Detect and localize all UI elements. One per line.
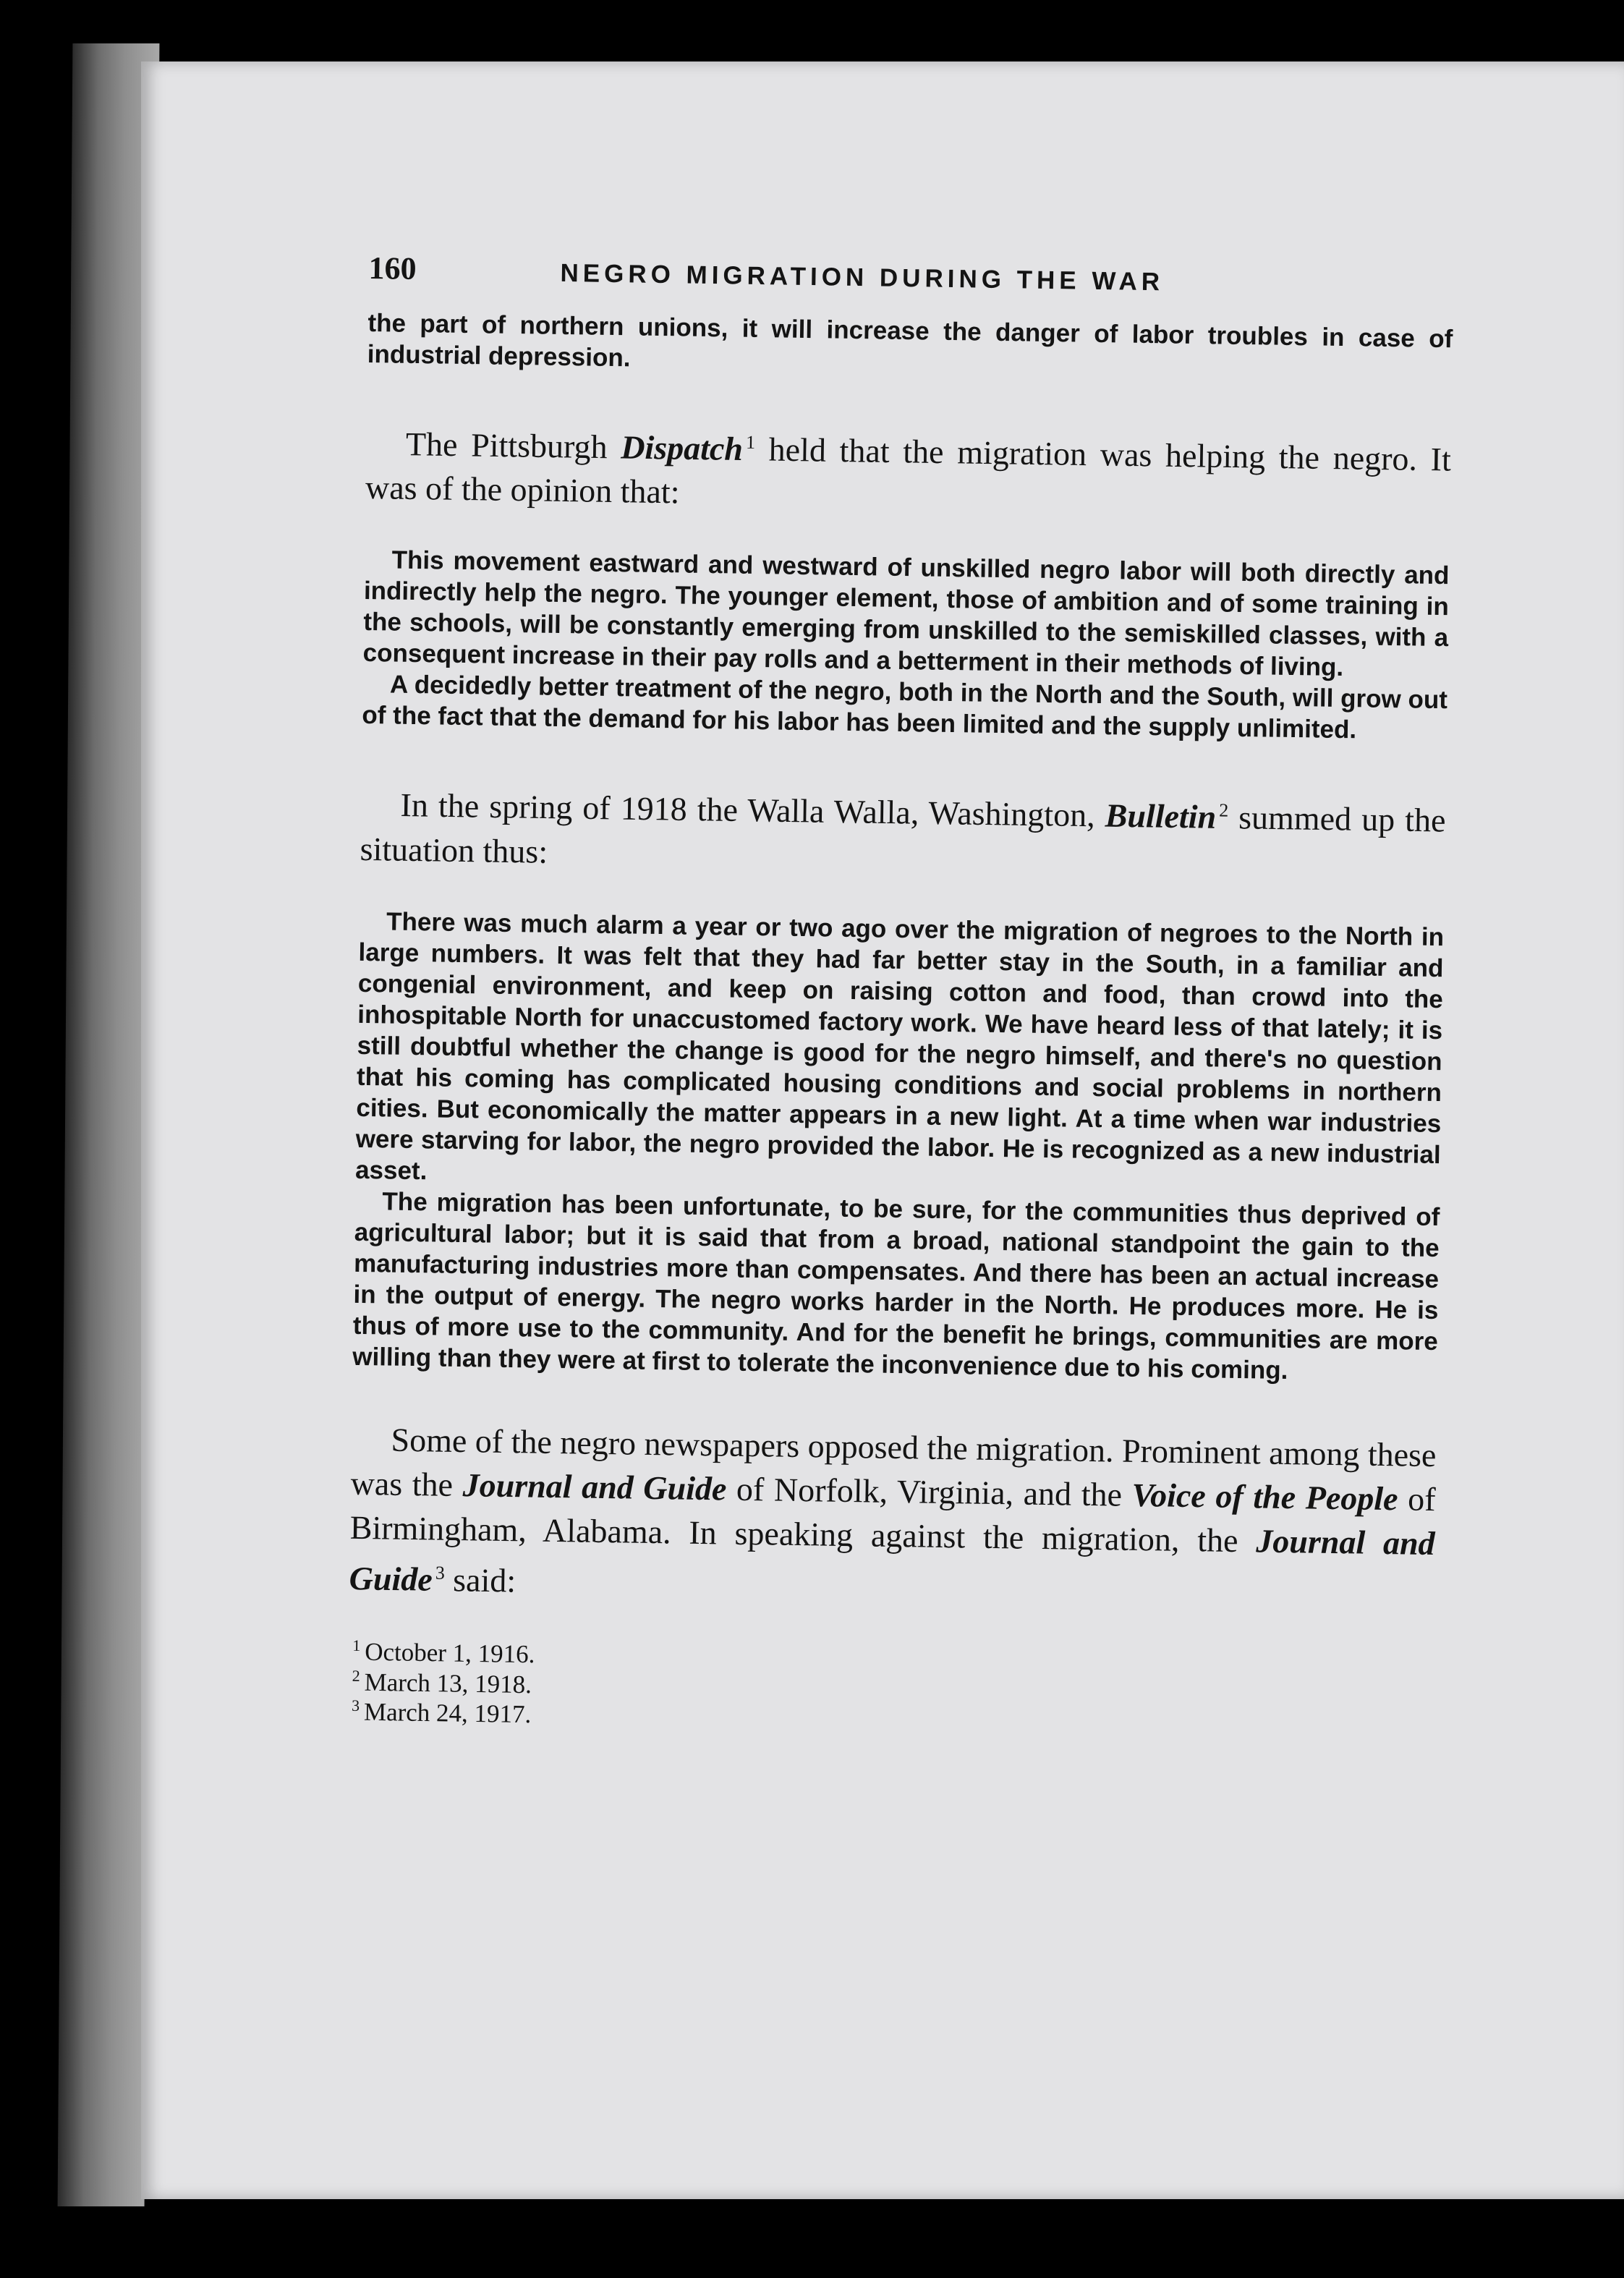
footnote-ref: 2 xyxy=(1219,799,1229,822)
page-content xyxy=(347,250,1454,1740)
newspaper-title: Voice of the People xyxy=(1131,1476,1398,1517)
paragraph-pittsburgh: The Pittsburgh Dispatch $^1$ held that the migration was helping the negro. It was of the opinion that: xyxy=(365,425,1452,511)
newspaper-title: Dispatch xyxy=(620,428,744,468)
newspaper-title: Journal and Guide xyxy=(349,1522,1436,1598)
running-title: NEGRO MIGRATION DURING THE WAR xyxy=(560,258,1165,297)
newspaper-title: Bulletin xyxy=(1105,796,1217,836)
paragraph-continued: the part of northern unions, it will increase the danger of labor troubles in case of industrial depression. xyxy=(367,308,1453,373)
page-number: 160 xyxy=(368,250,417,286)
footnote-ref: 3 xyxy=(435,1562,446,1584)
quote-bulletin-para1: There was much alarm a year or two ago over the migration of negroes to the North in large numbers. It was felt that they had far better stay in the South, in a familiar and congenial environment, and keep on raising cotton and food, than crowd into the inhospitable North for unaccustomed factory work. We have heard less of that lately; it is still doubtful whether the change is good for the negro himself, and there's no question that his coming has complicated housing conditions and social problems in northern cities. But economically the matter appears in a new light. At a time when war industries were starving for labor, the negro provided the labor. He is recognized as a new industrial asset. xyxy=(354,907,1445,1185)
footnotes xyxy=(347,1633,1434,1740)
quote-pittsburgh-para2: A decidedly better treatment of the negro, both in the North and the South, will grow out of the fact that the demand for his labor has been limited and the supply unlimited. xyxy=(362,670,1448,744)
footnote: $^2$ March 13, 1918. xyxy=(352,1666,532,1699)
quote-pittsburgh-para1: This movement eastward and westward of unskilled negro labor will both directly and indirectly help the negro. The younger element, those of ambition and of some training in the schools, will be constantly emerging from unskilled to the semiskilled classes, with a consequent increase in their pay rolls and a betterment in their methods of living. xyxy=(362,545,1450,682)
quote-bulletin-para2: The migration has been unfortunate, to be sure, for the communities thus deprived of agricultural labor; but it is said that from a broad, national standpoint the gain to the manufacturing industries more than compensates. And there has been an actual increase in the output of energy. The negro works harder in the North. He produces more. He is thus of more use to the community. And for the benefit he brings, communities are more willing than they were at first to tolerate the inconvenience due to his coming. xyxy=(352,1187,1440,1385)
paragraph-walla-walla: In the spring of 1918 the Walla Walla, Washington, Bulletin $^2$ summed up the situation thus: xyxy=(360,786,1446,870)
paragraph-negro-newspapers: Some of the negro newspapers opposed the migration. Prominent among these was the Journal and Guide of Norfolk, Virginia, and the Voice of the People of Birmingham, Alabama. In speaking against the migration, the Journal and Guide $^3$ said: xyxy=(349,1421,1437,1599)
footnote: $^1$ October 1, 1916. xyxy=(352,1636,535,1669)
footnote: $^3$ March 24, 1917. xyxy=(351,1696,532,1729)
footnote-ref: 1 xyxy=(745,431,756,453)
newspaper-title: Journal and Guide xyxy=(462,1466,727,1508)
